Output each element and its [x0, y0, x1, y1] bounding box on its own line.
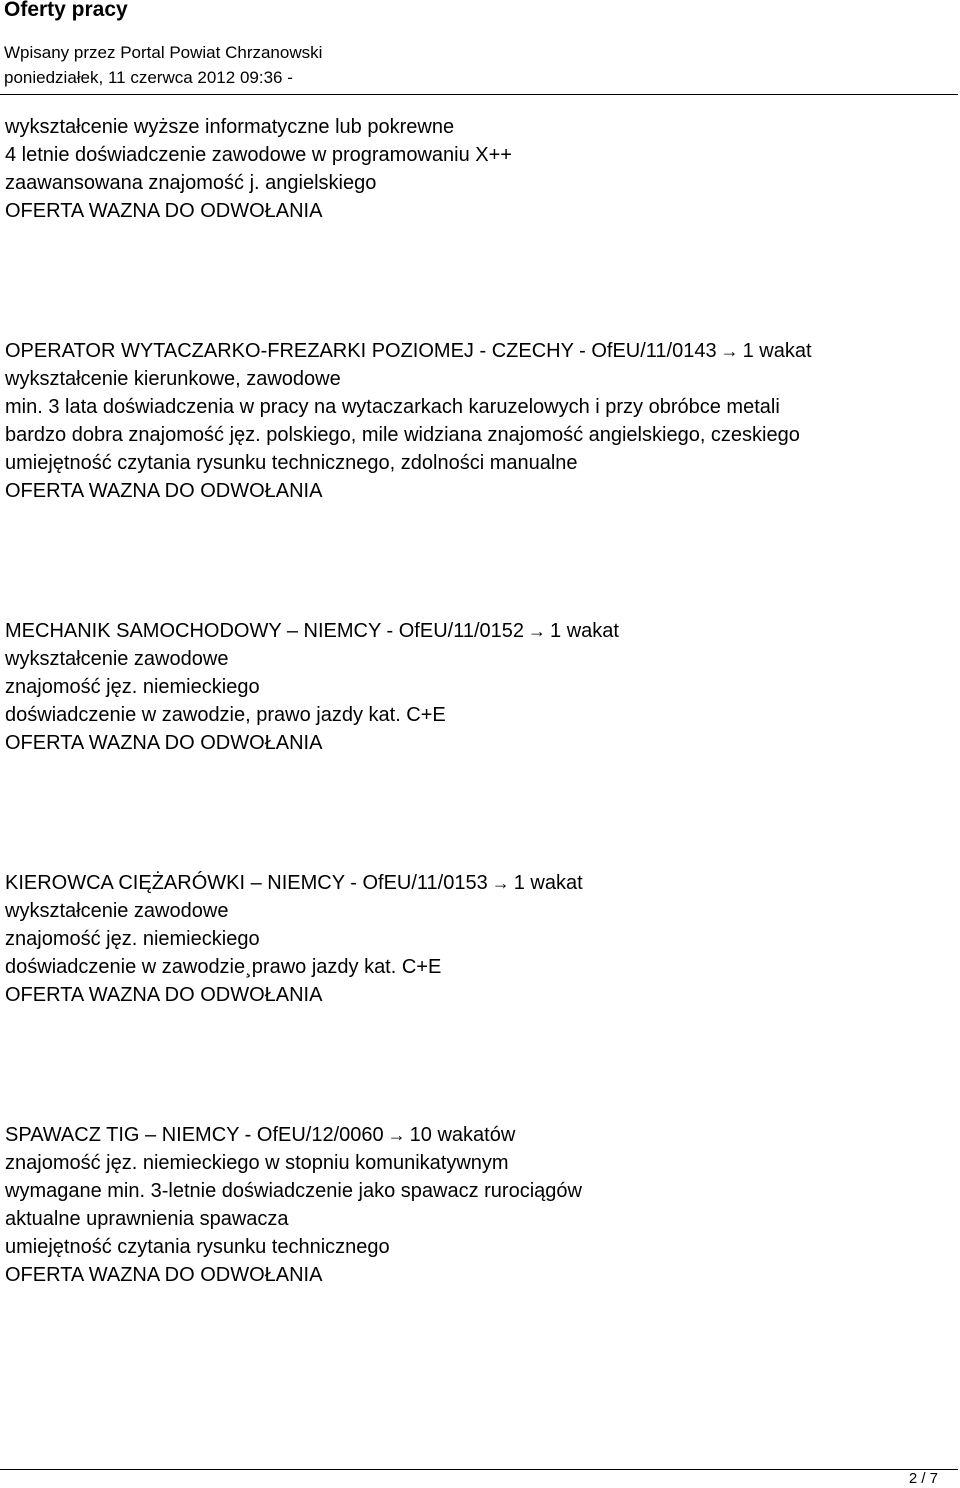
- offer-2-line-4: umiejętność czytania rysunku technicznego, zdolności manualne: [5, 452, 578, 474]
- offer-5-line-4: umiejętność czytania rysunku technicznego: [5, 1236, 390, 1258]
- offer-4-vacancies: 1 wakat: [513, 872, 583, 894]
- right-arrow-icon: →: [528, 621, 547, 641]
- right-arrow-icon: →: [491, 873, 510, 893]
- offer-1-line-1: wykształcenie wyższe informatyczne lub pokrewne: [5, 116, 455, 138]
- offer-4-line-1: wykształcenie zawodowe: [5, 900, 229, 922]
- right-arrow-icon: →: [720, 341, 739, 361]
- page-number: 2 / 7: [908, 1470, 938, 1487]
- offer-4-validity: OFERTA WAZNA DO ODWOŁANIA: [5, 984, 323, 1006]
- offer-4-line-3: doświadczenie w zawodzie¸prawo jazdy kat. C+E: [5, 956, 442, 978]
- offer-2-line-2: min. 3 lata doświadczenia w pracy na wytaczarkach karuzelowych i przy obróbce metali: [5, 396, 780, 418]
- offer-5-title-text: SPAWACZ TIG – NIEMCY - OfEU/12/0060: [5, 1124, 384, 1146]
- offer-5-line-2: wymagane min. 3-letnie doświadczenie jako spawacz rurociągów: [5, 1180, 582, 1202]
- offer-5-vacancies: 10 wakatów: [409, 1124, 516, 1146]
- offer-3-line-1: wykształcenie zawodowe: [5, 648, 229, 670]
- offer-3-vacancies: 1 wakat: [550, 620, 619, 642]
- offer-5-validity: OFERTA WAZNA DO ODWOŁANIA: [5, 1264, 323, 1286]
- offer-1-line-3: zaawansowana znajomość j. angielskiego: [5, 172, 377, 194]
- author-line: Wpisany przez Portal Powiat Chrzanowski: [4, 43, 323, 62]
- page-title: Oferty pracy: [4, 0, 128, 21]
- offer-3-title: [5, 618, 619, 644]
- offer-4-title-text: KIEROWCA CIĘŻARÓWKI – NIEMCY - OfEU/11/0153: [5, 872, 488, 894]
- offer-4-line-2: znajomość jęz. niemieckiego: [5, 928, 260, 950]
- offer-2-title: [5, 338, 812, 364]
- offer-2-line-1: wykształcenie kierunkowe, zawodowe: [5, 368, 341, 390]
- offer-2-vacancies: 1 wakat: [742, 340, 812, 362]
- offer-3-validity: OFERTA WAZNA DO ODWOŁANIA: [5, 732, 323, 754]
- offer-5-line-1: znajomość jęz. niemieckiego w stopniu komunikatywnym: [5, 1152, 509, 1174]
- offer-1-validity: OFERTA WAZNA DO ODWOŁANIA: [5, 200, 323, 222]
- offer-2-validity: OFERTA WAZNA DO ODWOŁANIA: [5, 480, 323, 502]
- offer-2-line-3: bardzo dobra znajomość jęz. polskiego, mile widziana znajomość angielskiego, czeskiego: [5, 424, 800, 446]
- header-divider: [0, 94, 958, 95]
- right-arrow-icon: →: [387, 1125, 406, 1145]
- offer-5-line-3: aktualne uprawnienia spawacza: [5, 1208, 289, 1230]
- offer-3-line-2: znajomość jęz. niemieckiego: [5, 676, 260, 698]
- offer-4-title: [5, 870, 583, 896]
- date-line: poniedziałek, 11 czerwca 2012 09:36 -: [4, 68, 293, 87]
- offer-5-title: [5, 1122, 515, 1148]
- offer-2-title-text: OPERATOR WYTACZARKO-FREZARKI POZIOMEJ - CZECHY - OfEU/11/0143: [5, 340, 717, 362]
- offer-3-line-3: doświadczenie w zawodzie, prawo jazdy kat. C+E: [5, 704, 446, 726]
- offer-1-line-2: 4 letnie doświadczenie zawodowe w programowaniu X++: [5, 144, 512, 166]
- offer-3-title-text: MECHANIK SAMOCHODOWY – NIEMCY - OfEU/11/0152: [5, 620, 525, 642]
- footer-divider: [0, 1469, 958, 1470]
